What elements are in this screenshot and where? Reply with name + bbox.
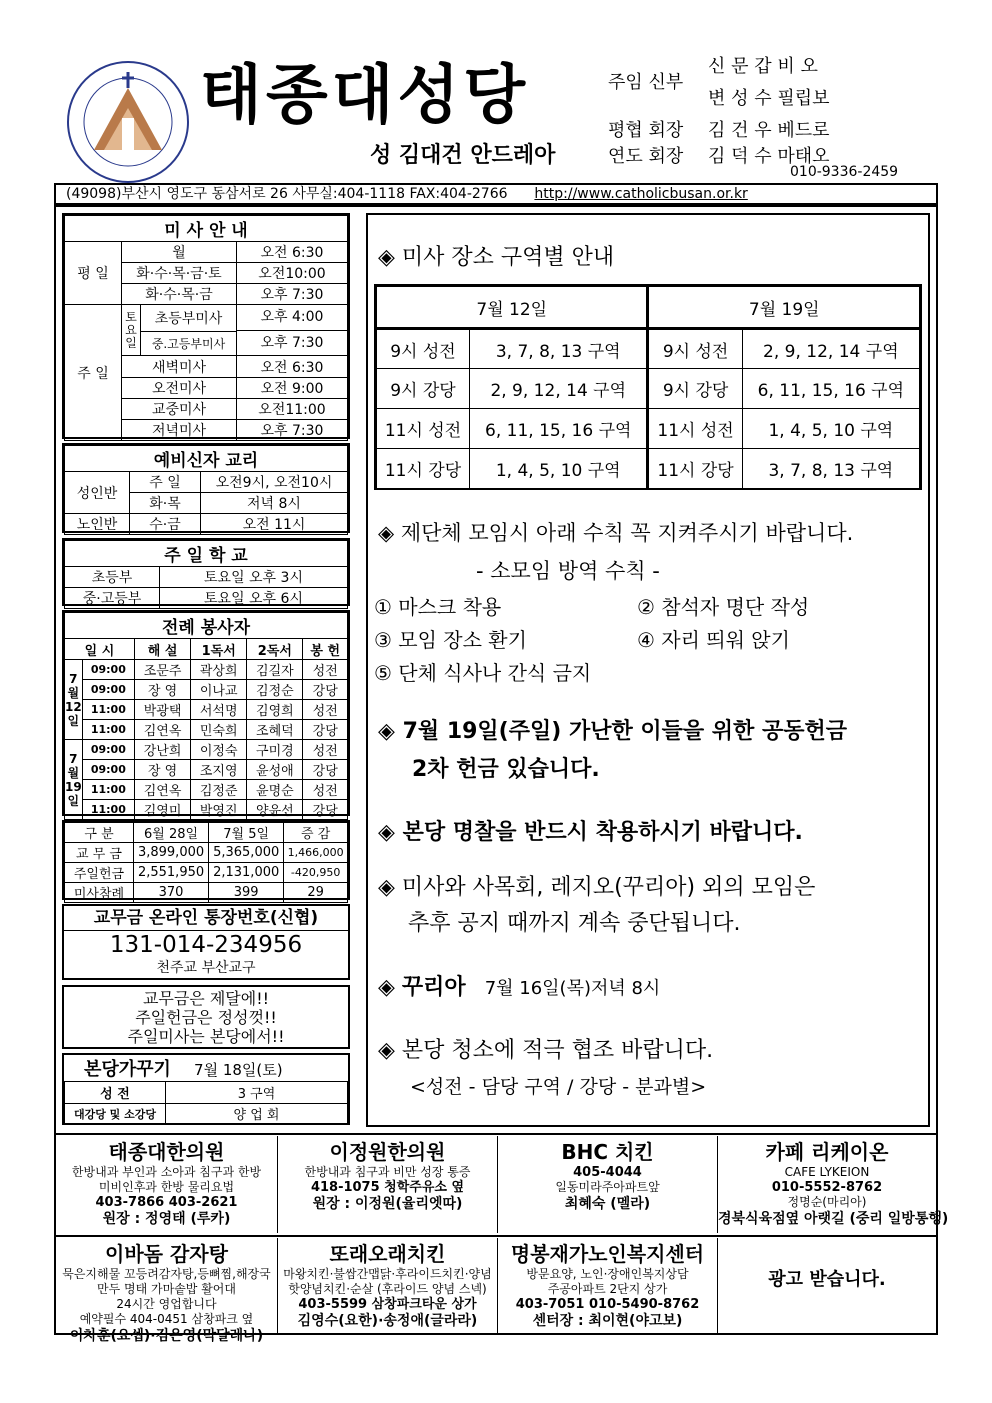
church-title: 태종대성당: [200, 59, 530, 133]
liturgy-volunteers: [62, 610, 350, 819]
column-header: 구 분: [65, 823, 134, 843]
church-logo: [58, 58, 198, 186]
slogan-line: 주일미사는 본당에서!!: [127, 1027, 285, 1046]
mass-schedule: [62, 213, 350, 439]
mass-time: 오후 4:00: [237, 305, 347, 331]
volunteer-name: 김정순: [247, 680, 303, 700]
volunteer-name: 조문주: [134, 660, 190, 680]
notice-text: 7월 19일(주일) 가난한 이들을 위한 공동헌금: [402, 719, 847, 744]
ad-block: [498, 1238, 718, 1335]
zone-session: 11시 강당: [648, 449, 742, 489]
zone-heading: [378, 240, 614, 271]
mass-time: 오전 9:00: [237, 378, 348, 399]
liturgy-title: 전례 봉사자: [65, 613, 348, 639]
notice-curia: [378, 970, 660, 1001]
ad-block: [718, 1238, 936, 1335]
class-time: 오전9시, 오전10시: [201, 472, 348, 493]
ad-line: 경북식육점옆 아랫길 (중리 일방통행): [718, 1211, 949, 1227]
service-time: 09:00: [82, 740, 134, 760]
zone-areas: 1, 4, 5, 10 구역: [742, 409, 919, 449]
finance-value: 2,131,000: [209, 863, 284, 883]
ad-block: [278, 1136, 498, 1233]
class-day: 주 일: [130, 472, 201, 493]
decor-group: 양 업 회: [166, 1103, 348, 1124]
service-time: 09:00: [82, 680, 134, 700]
volunteer-name: 김영미: [134, 800, 190, 820]
ad-line: 만두 명태 가마솥밥 활어대: [97, 1282, 236, 1296]
diamond-icon: ◈: [378, 521, 395, 545]
sunday-school: [62, 538, 350, 606]
column-header: 1독서: [191, 639, 247, 660]
volunteer-name: 김영희: [247, 700, 303, 720]
account-owner: 천주교 부산교구: [156, 960, 256, 976]
zone-date: 7월 12일: [377, 287, 648, 329]
rule-item: ⑤ 단체 식사나 간식 금지: [374, 661, 592, 685]
notice-text: 꾸리아: [401, 975, 466, 1000]
ad-name: 또래오래치킨: [329, 1242, 446, 1266]
notice-text: <성전 - 담당 구역 / 강당 - 분과별>: [410, 1076, 707, 1098]
rule-item: ② 참석자 명단 작성: [637, 595, 810, 619]
mass-time: 오후 7:30: [237, 420, 348, 441]
column-header: 증 감: [284, 823, 348, 843]
website-link[interactable]: http://www.catholicbusan.or.kr: [534, 186, 748, 202]
zone-areas: 2, 9, 12, 14 구역: [742, 329, 919, 369]
group-rules-subtitle: - 소모임 방역 수칙 -: [476, 559, 660, 583]
account-number: 131-014-234956: [109, 932, 303, 958]
diamond-icon: ◈: [378, 1038, 395, 1063]
notice-text: 미사와 사목회, 레지오(꾸리아) 외의 모임은: [401, 875, 816, 900]
volunteer-name: 성전: [303, 740, 348, 760]
decor-title: 본당가꾸기: [84, 1059, 171, 1080]
address-bar: [54, 183, 938, 205]
decor-date: 7월 18일(토): [194, 1061, 283, 1079]
ad-line: 403-7051 010-5490-8762: [515, 1297, 700, 1312]
mass-time: 오전11:00: [237, 399, 348, 420]
zone-areas: 3, 7, 8, 13 구역: [742, 449, 919, 489]
mass-name: 새벽미사: [122, 356, 237, 378]
ad-line: 광고 받습니다.: [768, 1269, 886, 1290]
service-time: 09:00: [82, 760, 134, 780]
zone-session: 11시 성전: [377, 409, 470, 449]
service-time: 09:00: [82, 660, 134, 680]
ad-line: CAFE LYKEION: [784, 1165, 870, 1179]
mass-day: 화·수·목·금·토: [122, 263, 237, 284]
decor-place: 대강당 및 소강당: [65, 1103, 166, 1124]
volunteer-name: 성전: [303, 700, 348, 720]
volunteer-name: 곽상희: [191, 660, 247, 680]
ad-line: 미비인후과 한방 물리요법: [98, 1180, 235, 1194]
staff-role: 평협 회장: [608, 120, 684, 141]
zone-table: [374, 284, 922, 490]
ad-line: 24시간 영업합니다: [116, 1297, 217, 1311]
volunteer-name: 박영진: [191, 800, 247, 820]
address: (49098)부산시 영도구 동삼서로 26 사무실:404-1118 FAX:404-2766: [66, 186, 508, 202]
patron-saint: 성 김대건 안드레아: [370, 143, 556, 168]
column-header: 6월 28일: [134, 823, 209, 843]
staff-name: 김 덕 수 마태오: [708, 146, 830, 167]
notice-text: 2차 헌금 있습니다.: [412, 757, 600, 782]
zone-title: 미사 장소 구역별 안내: [401, 245, 615, 270]
ad-line: 정명순(마리아): [787, 1195, 867, 1209]
school-group: 중·고등부: [65, 588, 160, 609]
volunteer-name: 김정준: [191, 780, 247, 800]
rule-item: ③ 모임 장소 환기: [374, 628, 527, 652]
slogan-line: 주일헌금은 정성껏!!: [135, 1008, 277, 1027]
service-date: 7월19일: [65, 740, 83, 820]
zone-session: 11시 강당: [377, 449, 470, 489]
volunteer-name: 윤명순: [247, 780, 303, 800]
staff-name: 신 문 갑 비 오: [708, 56, 818, 77]
staff-role: 연도 회장: [608, 146, 684, 167]
notice-text: 추후 공지 때까지 계속 중단됩니다.: [408, 911, 741, 936]
ad-line: 핫양념치킨·순살 (후라이드 양념 스넥): [288, 1282, 487, 1296]
zone-areas: 2, 9, 12, 14 구역: [469, 369, 648, 409]
catechism-title: 예비신자 교리: [65, 446, 348, 472]
group-rules-heading: [378, 517, 853, 547]
ad-name: BHC 치킨: [561, 1140, 654, 1164]
finance-value: 370: [134, 883, 209, 903]
ad-line: 418-1075 청학주유소 옆: [310, 1180, 465, 1195]
ad-block: [498, 1136, 718, 1233]
diamond-icon: ◈: [378, 875, 395, 900]
staff-name: 김 건 우 베드로: [708, 120, 830, 141]
finance-value: 5,365,000: [209, 843, 284, 863]
ad-line: 한방내과 침구과 비만 성장 통증: [304, 1165, 471, 1179]
ad-line: 010-5552-8762: [771, 1180, 883, 1195]
ad-name: 이정원한의원: [329, 1140, 446, 1164]
weekday-label: 평 일: [65, 242, 122, 305]
finance-change: 1,466,000: [284, 843, 348, 863]
mass-time: 오후 7:30: [237, 284, 348, 305]
ad-line: 한방내과 부인과 소아과 침구과 한방: [71, 1165, 262, 1179]
volunteer-name: 서석명: [191, 700, 247, 720]
ad-name: 이바돔 감자탕: [105, 1242, 228, 1266]
finance-value: 399: [209, 883, 284, 903]
sunday-school-title: 주 일 학 교: [65, 541, 348, 567]
volunteer-name: 성전: [303, 780, 348, 800]
account-box: [62, 904, 350, 980]
decor-group: 3 구역: [166, 1082, 348, 1103]
slogan-line: 교무금은 제달에!!: [142, 989, 270, 1008]
finance-change: 29: [284, 883, 348, 903]
finance-value: 3,899,000: [134, 843, 209, 863]
ad-line: 403-5599 삼창파크타운 상가: [298, 1297, 477, 1312]
mass-name: 초등부미사: [141, 305, 237, 332]
account-title: 교무금 온라인 통장번호(신협): [64, 906, 348, 931]
mass-name: 오전미사: [122, 378, 237, 399]
staff-role: 주임 신부: [608, 72, 684, 93]
ad-line: 405-4044: [573, 1165, 642, 1180]
mass-time: 오전 6:30: [237, 356, 348, 378]
service-time: 11:00: [82, 800, 134, 820]
zone-areas: 3, 7, 8, 13 구역: [469, 329, 648, 369]
zone-areas: 6, 11, 15, 16 구역: [469, 409, 648, 449]
ad-line: 최혜숙 (멜라): [564, 1196, 651, 1212]
diamond-icon: ◈: [378, 820, 395, 845]
finance-change: -420,950: [284, 863, 348, 883]
notice-text: 본당 명찰을 반드시 착용하시기 바랍니다.: [402, 820, 803, 845]
zone-session: 9시 강당: [377, 369, 470, 409]
ad-line: 묵은지해물 꼬등려감자탕,등뼈찜,해장국: [62, 1267, 271, 1281]
finance-report: [62, 820, 350, 900]
zone-areas: 6, 11, 15, 16 구역: [742, 369, 919, 409]
class-day: 화·목: [130, 493, 201, 514]
zone-session: 11시 성전: [648, 409, 742, 449]
decor-duty: [62, 1053, 350, 1125]
volunteer-name: 조지영: [191, 760, 247, 780]
volunteer-name: 김연옥: [134, 720, 190, 740]
school-group: 초등부: [65, 567, 160, 588]
phone-number: 010-9336-2459: [790, 164, 899, 180]
diamond-icon: ◈: [378, 719, 395, 744]
catechism-schedule: [62, 443, 350, 533]
ad-name: 카페 리케이온: [765, 1140, 889, 1164]
zone-session: 9시 성전: [377, 329, 470, 369]
notice-text: 제단체 모임시 아래 수칙 꼭 지켜주시기 바랍니다.: [400, 521, 854, 545]
staff-name: 변 성 수 필립보: [708, 88, 830, 109]
saturday-label: 토요일: [122, 305, 141, 355]
volunteer-name: 강당: [303, 800, 348, 820]
mass-day: 월: [122, 242, 237, 263]
volunteer-name: 양윤선: [247, 800, 303, 820]
ad-name: 명봉재가노인복지센터: [510, 1242, 705, 1266]
mass-time: 오후 7:30: [260, 335, 324, 351]
diamond-icon: ◈: [378, 245, 395, 270]
ad-line: 예약필수 404-0451 삼창파크 옆: [79, 1312, 254, 1326]
finance-value: 2,551,950: [134, 863, 209, 883]
mass-name: 교중미사: [122, 399, 237, 420]
zone-areas: 1, 4, 5, 10 구역: [469, 449, 648, 489]
ad-line: 김영수(요한)·송정애(글라라): [297, 1313, 478, 1329]
ad-line: 마왕치킨·불쌈간맵닭·후라이드치킨·양념: [283, 1267, 492, 1281]
decor-place: 성 전: [65, 1082, 166, 1103]
slogan-box: [62, 985, 350, 1049]
ad-line: 원장 : 이정원(율리엣따): [312, 1196, 463, 1212]
notice-meetings: [378, 870, 815, 901]
mass-day: 화·수·목·금: [122, 284, 237, 305]
service-date: 7월12일: [65, 660, 83, 740]
volunteer-name: 조혜덕: [247, 720, 303, 740]
ad-block: [56, 1238, 278, 1344]
ad-line: 센터장 : 최이현(야고보): [532, 1313, 683, 1329]
zone-session: 9시 강당: [648, 369, 742, 409]
volunteer-name: 민숙희: [191, 720, 247, 740]
diamond-icon: ◈: [378, 975, 395, 1000]
volunteer-name: 강당: [303, 720, 348, 740]
volunteer-name: 윤성애: [247, 760, 303, 780]
school-time: 토요일 오후 3시: [160, 567, 348, 588]
volunteer-name: 박광택: [134, 700, 190, 720]
ad-line: 이차훈(요셉)·김은영(막달레나): [69, 1328, 264, 1344]
notice-text: 본당 청소에 적극 협조 바랍니다.: [401, 1038, 714, 1063]
notice-collection: [378, 714, 847, 745]
volunteer-name: 강난희: [134, 740, 190, 760]
mass-name: 저녁미사: [122, 420, 237, 441]
volunteer-name: 이정숙: [191, 740, 247, 760]
mass-time: 오전 6:30: [237, 242, 348, 263]
volunteer-name: 장 영: [134, 680, 190, 700]
finance-label: 교 무 금: [65, 843, 134, 863]
column-header: 2독서: [247, 639, 303, 660]
volunteer-name: 김연옥: [134, 780, 190, 800]
rule-item: ④ 자리 띄워 앉기: [637, 628, 790, 652]
volunteer-name: 김길자: [247, 660, 303, 680]
column-header: 7월 5일: [209, 823, 284, 843]
volunteer-name: 성전: [303, 660, 348, 680]
service-time: 11:00: [82, 780, 134, 800]
ad-line: 원장 : 정영태 (루카): [102, 1211, 231, 1227]
ad-line: 방문요양, 노인·장애인복지상담: [526, 1267, 689, 1281]
volunteer-name: 장 영: [134, 760, 190, 780]
school-time: 토요일 오후 6시: [160, 588, 348, 609]
volunteer-name: 강당: [303, 760, 348, 780]
ad-line: 403-7866 403-2621: [95, 1195, 238, 1210]
finance-label: 주일헌금: [65, 863, 134, 883]
ad-line: 주공아파트 2단지 상가: [547, 1282, 668, 1296]
ad-block: [278, 1238, 498, 1335]
mass-time: 오전10:00: [237, 263, 348, 284]
ad-block: [56, 1136, 278, 1233]
class-day: 수·금: [130, 514, 201, 535]
finance-label: 미사참례: [65, 883, 134, 903]
column-header: 해 설: [134, 639, 190, 660]
volunteer-name: 이나교: [191, 680, 247, 700]
class-time: 저녁 8시: [201, 493, 348, 514]
volunteer-name: 강당: [303, 680, 348, 700]
notice-nametag: [378, 815, 803, 846]
adult-class-label: 성인반: [65, 472, 130, 514]
class-time: 오전 11시: [201, 514, 348, 535]
senior-class-label: 노인반: [65, 514, 130, 535]
ad-block: [718, 1136, 949, 1233]
column-header: 일 시: [65, 639, 135, 660]
zone-session: 9시 성전: [648, 329, 742, 369]
mass-title: 미 사 안 내: [65, 216, 348, 242]
zone-date: 7월 19일: [648, 287, 920, 329]
service-time: 11:00: [82, 700, 134, 720]
sunday-label: 주 일: [65, 305, 122, 441]
ad-name: 태종대한의원: [108, 1140, 225, 1164]
volunteer-name: 구미경: [247, 740, 303, 760]
notice-date: 7월 16일(목)저녁 8시: [484, 978, 661, 999]
ad-line: 일동미라주아파트앞: [555, 1180, 660, 1194]
rule-item: ① 마스크 착용: [374, 595, 502, 619]
service-time: 11:00: [82, 720, 134, 740]
mass-name: 중.고등부미사: [141, 332, 237, 355]
notice-cleaning: [378, 1033, 713, 1064]
column-header: 봉 헌: [303, 639, 348, 660]
